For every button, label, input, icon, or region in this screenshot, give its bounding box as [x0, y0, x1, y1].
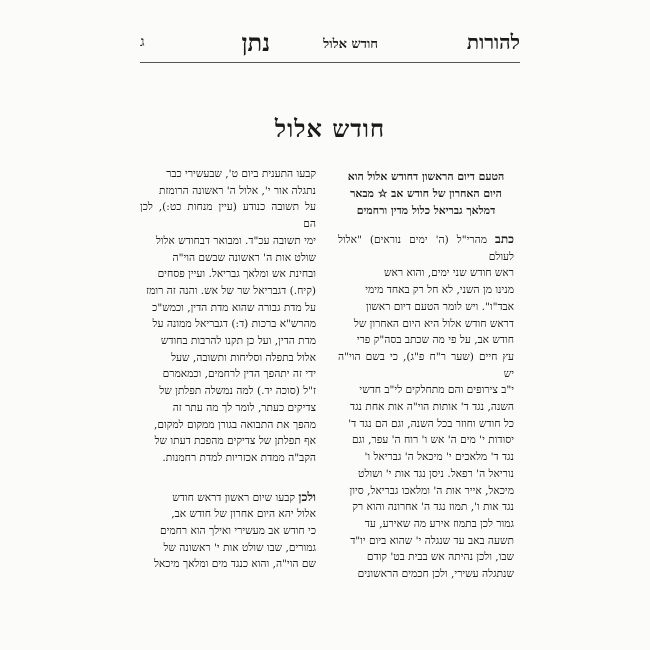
paragraph-opening — [338, 231, 514, 265]
text-line: הקב"ה ממדת אכזריות למדת רחמנות. — [162, 451, 316, 464]
text-line: (קיח.) דגבריאל שר של אש. והנה זה רומז — [146, 284, 316, 297]
heading-line: היום האחרון של חודש אב ☆ מבאר — [350, 187, 502, 200]
text-line: אלול יהא היום אחרון של חודש אב, — [171, 508, 316, 521]
text-line: אלול בתפלה וסליחות ותשובה, שעל — [171, 351, 316, 364]
heading-line: דמלאך גבריאל כלול מדין ורחמים — [356, 204, 496, 217]
running-header — [140, 28, 520, 62]
lead-word: ולכן — [298, 489, 316, 504]
text-line: קבעו התענית ביום ט', שבעשירי כבר — [166, 168, 316, 180]
text-line: כי חודש אב מעשירי ואילך הוא רחמים — [159, 525, 316, 538]
text-line: מנינו מן השני, לא חל רק באחד מימי — [365, 284, 514, 297]
text-line: גמורים, שבו שולט אות י' ראשונה של — [163, 541, 316, 554]
text-line: ז"ל (סוכה יד.) למה נמשלה תפלתן של — [159, 385, 316, 398]
header-rule — [140, 62, 520, 63]
text-line: שם הוי"ה, והוא כנגד מים ומלאך מיכאל — [153, 558, 316, 571]
text-line: אבד"ו". ויש לומר הטעם דיום ראשון — [365, 300, 514, 313]
text-line: יסודות י' מים ה' אש ו' רוח ה' עפר, וגם — [351, 434, 514, 447]
section-title: חודש אלול — [323, 37, 378, 52]
lead-text: מהרי"ל (ה' ימים נוראים) "אלול לעולם — [338, 234, 514, 263]
text-line: שנתגלה עשירי, ולכן חכמים הראשונים — [357, 568, 514, 581]
text-line: על תשובה כנודע (עיין מנחות כט:), לכן הם — [140, 201, 316, 231]
text-line: השנה, נגד ד' אותות הוי"ה אות אחת נגד — [349, 401, 514, 414]
text-line: י"ב צירופים והם מתחלקים לי"ב חדשי — [359, 384, 514, 397]
paragraph-gap — [140, 467, 316, 489]
text-line: מהפך את התבואה בגורן ממקום למקום, — [154, 418, 316, 431]
heading-line: הטעם דיום הראשון דחודש אלול הוא — [347, 170, 505, 183]
paragraph-opening — [140, 489, 316, 507]
right-column — [338, 168, 514, 583]
text-line: נתגלה אור י', אלול ה' ראשונה הרומזת — [159, 184, 316, 197]
author-name: נתן — [241, 28, 270, 57]
text-line: צדיקים כעתר, לומר לך מה עתר זה — [172, 401, 316, 414]
text-line: שולט אות ה' ראשונה שבשם הוי"ה — [172, 251, 316, 264]
text-line: עץ חיים (שער ר"ח פ"ג), כי בשם הוי"ה יש — [338, 350, 514, 380]
text-line: מיכאל, אייר אות ה' ומלאכו גבריאל, סיון — [349, 484, 514, 497]
chapter-title: חודש אלול — [274, 114, 386, 143]
text-line: תשעה באב עד שנגלה י' שהוא ביום יו"ד — [350, 534, 514, 547]
lead-word: כתב — [495, 232, 514, 246]
text-line: מהרש"א ברכות (ד:) דגבריאל ממונה על — [152, 318, 316, 331]
book-title: להורות — [466, 30, 520, 54]
page-number: ג — [140, 34, 145, 50]
section-heading — [338, 168, 514, 219]
text-line: כל חודש וחוזר בכל השנה, וגם הם נגד ד' — [348, 417, 514, 430]
text-line: נוריאל ה' רפאל. ניסן נגד אות י' ושולט — [358, 467, 514, 480]
text-line: ראש חודש שני ימים, והוא ראש — [384, 267, 514, 280]
text-line: דראש חודש אלול היא היום האחרון של — [353, 317, 514, 330]
text-line: חודש אב, על פי מה שכתב בסה"ק פרי — [356, 334, 514, 347]
lead-text: קבעו שיום ראשון דראש חודש — [172, 491, 299, 504]
text-line: גמור לכן בתמוז אירע מה שאירע, עד — [364, 517, 514, 530]
text-line: ידי זה יתהפך הדין לרחמים, וכמאמרם — [162, 368, 316, 381]
text-line: ימי תשובה עכ"ד. ומבואר דבחודש אלול — [155, 234, 316, 247]
text-line: מדת הדין, ועל כן תקנו להרבות בחודש — [160, 335, 316, 348]
text-line: נגד ד' מלאכים י' מיכאל ה' גבריאל ו' — [364, 451, 514, 464]
text-line: נגד אות ו', תמוז נגד ה' אחרונה והוא רק — [352, 501, 514, 514]
text-line: על מדת גבורה שהוא מדת הדין, וכמש"כ — [152, 301, 316, 314]
text-line: אף תפלתן של צדיקים מהפכת דעתו של — [154, 435, 316, 448]
left-column — [140, 166, 316, 573]
text-line: ובחינת אש ומלאך גבריאל. ועיין פסחים — [157, 268, 316, 281]
text-line: שבו, ולכן נהיתה אש בבית בט' קודם — [366, 551, 514, 564]
